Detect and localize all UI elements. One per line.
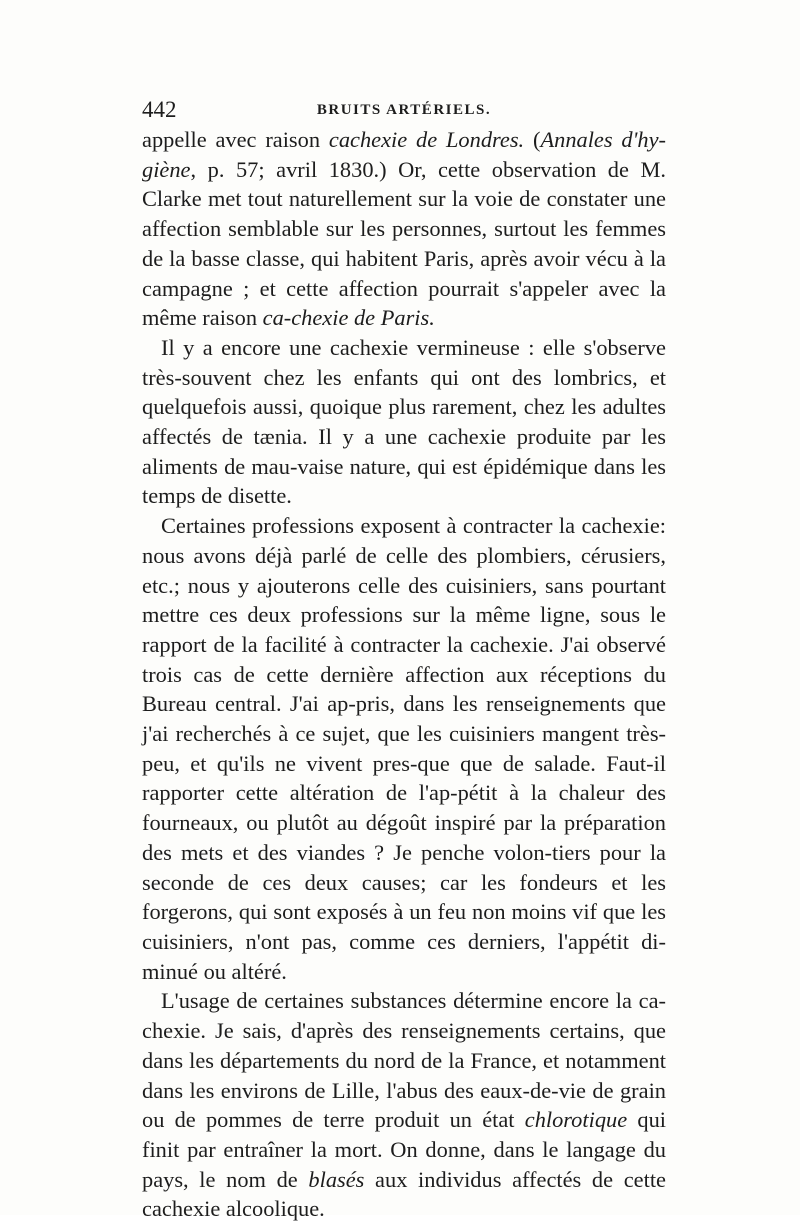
paragraph-2 [142, 333, 666, 511]
text-segment: , p. 57; avril 1830.) Or, cette observation de M. Clarke met tout naturellement sur la voie de constater une affection semblable sur les personnes, surtout les femmes de la basse classe, qui habitent Paris, après avoir vécu à la campagne ; et cette affection pourrait s'appeler avec la même raison [142, 156, 666, 331]
italic-term: cachexie de Londres. [328, 127, 525, 152]
text-segment: Certaines professions exposent à contracter la cachexie: nous avons déjà parlé de celle des plombiers, cérusiers, etc.; nous y ajouterons celle des cuisiniers, sans pourtant mettre ces deux professions sur la même ligne, sous le rapport de la facilité à contracter la cachexie. J'ai observé trois cas de cette dernière affection aux réceptions du Bureau central. J'ai ap-pris, dans les renseignements que j'ai recherchés à ce sujet, que les cuisiniers mangent très-peu, et qu'ils ne vivent pres-que que de salade. Faut-il rapporter cette altération de l'ap-pétit à la chaleur des fourneaux, ou plutôt au dégoût inspiré par la préparation des mets et des viandes ? Je penche volon-tiers pour la seconde de ces deux causes; car les fondeurs et les forgerons, qui sont exposés à un feu non moins vif que les cuisiniers, n'ont pas, comme ces derniers, l'appétit di-minué ou altéré. [142, 513, 666, 984]
journal-title: Annales d'hy-giène [142, 127, 666, 182]
paragraph-3 [142, 511, 666, 986]
text-segment: qui finit par entraîner la mort. On donne, dans le langage du pays, le nom de [142, 1107, 666, 1192]
running-title: BRUITS ARTÉRIELS. [316, 102, 492, 118]
italic-term: blasés [308, 1166, 365, 1192]
text-segment: Il y a encore une cachexie vermineuse : elle s'observe très-souvent chez les enfants qui ont des lombrics, et quelquefois aussi, quoique plus rarement, chez les adultes affectés de tænia. Il y a une cachexie produite par les aliments de mau-vaise nature, qui est épidémique dans les temps de disette. [142, 334, 666, 509]
text-segment: ( [524, 127, 541, 152]
text-segment: appelle avec raison [142, 127, 329, 152]
paragraph-4 [142, 986, 666, 1224]
text-segment: aux individus affectés de cette cachexie alcoolique. [142, 1166, 666, 1222]
page-number: 442 [142, 97, 177, 122]
running-head [142, 96, 666, 124]
italic-term: chlorotique [524, 1107, 628, 1133]
body-text [142, 125, 666, 1224]
paragraph-1 [142, 125, 666, 333]
italic-term: ca-chexie de Paris. [262, 305, 435, 331]
text-segment: L'usage de certaines substances détermine encore la ca-chexie. Je sais, d'après des renseignements certains, que dans les départements du nord de la France, et notamment dans les environs de Lille, l'abus des eaux-de-vie de grain ou de pommes de terre produit un état [142, 988, 666, 1133]
